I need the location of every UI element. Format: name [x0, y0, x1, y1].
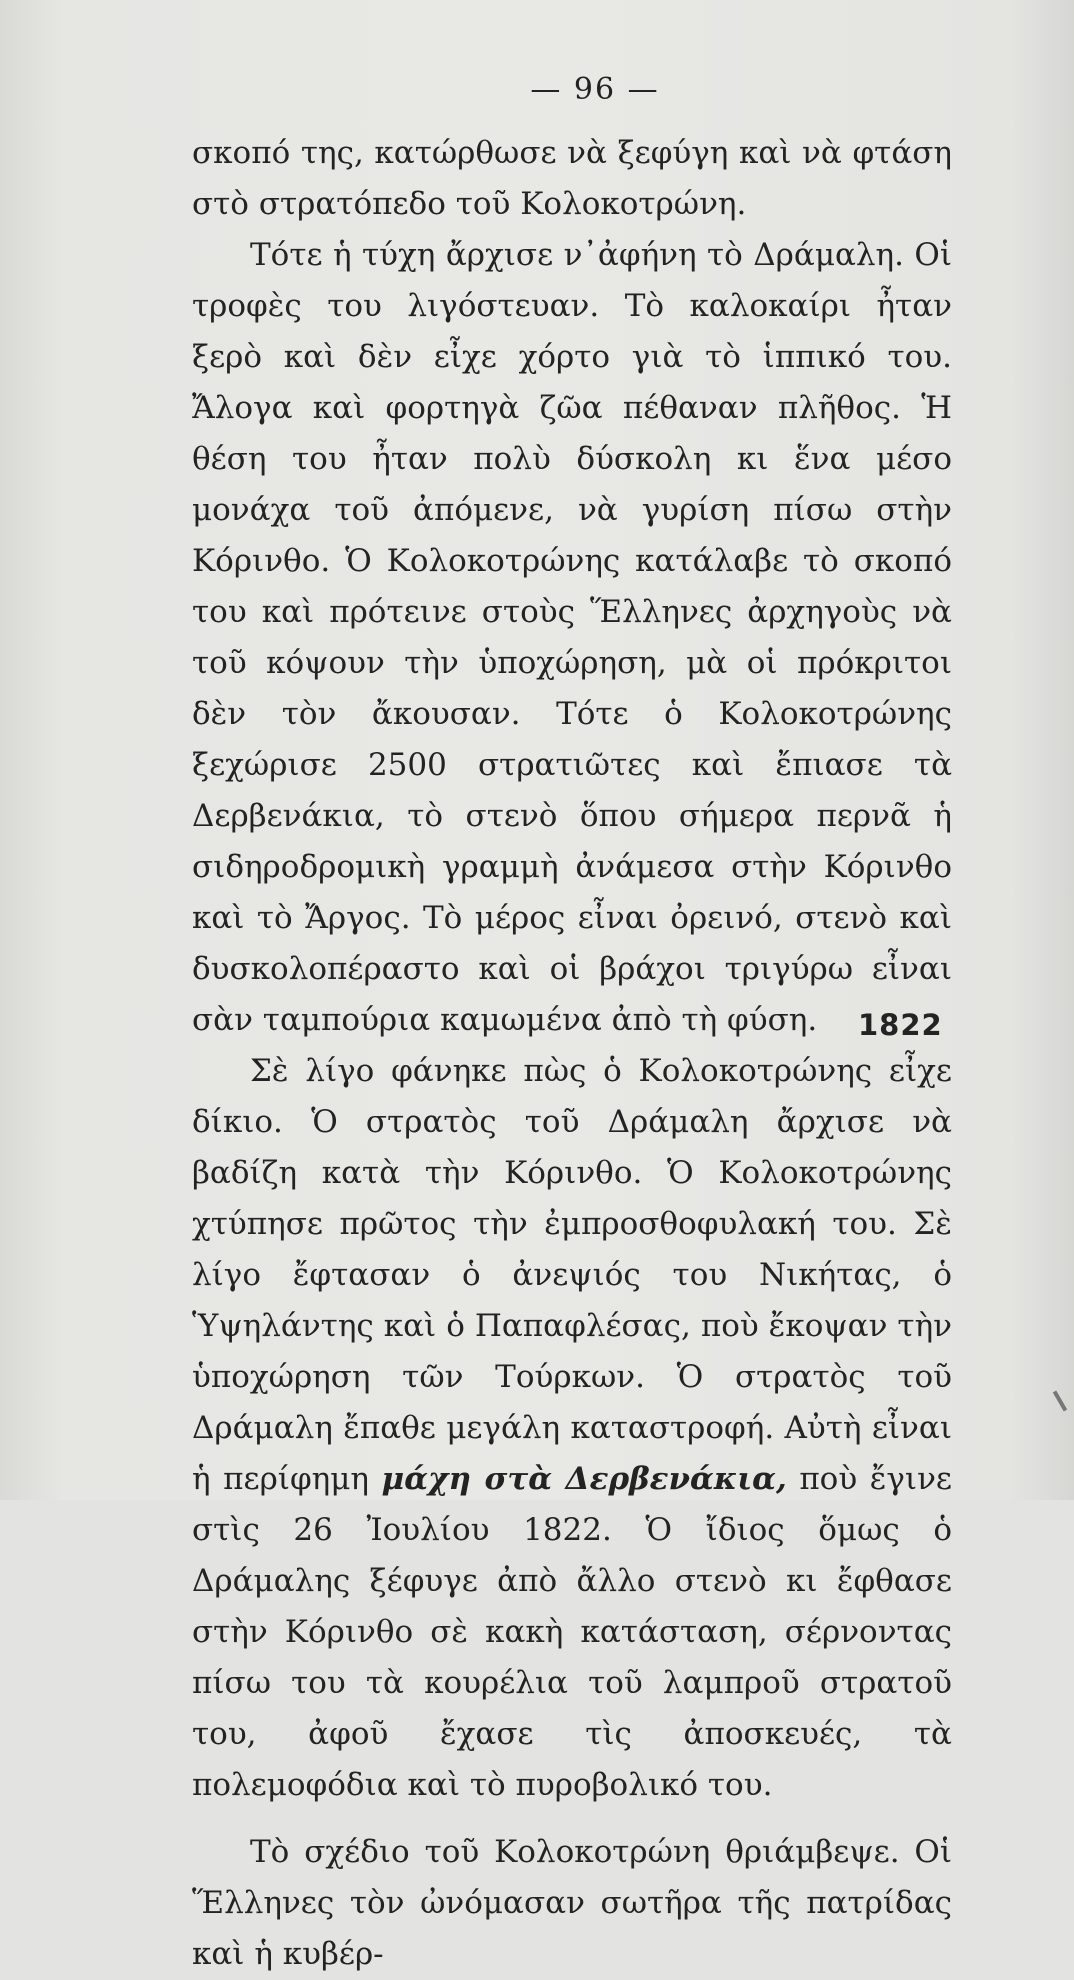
paragraph-2: Τότε ἡ τύχη ἄρχισε ν᾽ἀφήνη τὸ Δράμαλη. Οἱ τροφὲς του λιγόστευαν. Τὸ καλοκαίρι ἦταν ξερὸ καὶ δὲν εἶχε χόρτο γιὰ τὸ ἱππικό του. Ἄλογα καὶ φορτηγὰ ζῶα πέθαναν πλῆθος. Ἡ θέση του ἦταν πολὺ δύσκολη κι ἕνα μέσο μονάχα τοῦ ἀπόμενε, νὰ γυρίση πίσω στὴν Κόρινθο. Ὁ Κολοκοτρώνης κατάλαβε τὸ σκοπό του καὶ πρότεινε στοὺς Ἕλληνες ἀρχηγοὺς νὰ τοῦ κόψουν τὴν ὑποχώρηση, μὰ οἱ πρόκριτοι δὲν τὸν ἄκουσαν. Τότε ὁ Κολοκοτρώνης ξεχώρισε 2500 στρατιῶτες καὶ ἔπιασε τὰ Δερβενάκια, τὸ στενὸ ὅπου σήμερα περνᾶ ἡ σιδηροδρομικὴ γραμμὴ ἀνάμεσα στὴν Κόρινθο καὶ τὸ Ἄργος. Τὸ μέρος εἶναι ὀρεινό, στενὸ καὶ δυσκολοπέραστο καὶ οἱ βράχοι τριγύρω εἶναι σὰν ταμπούρια καμωμένα ἀπὸ τὴ φύση. [192, 237, 952, 1038]
margin-year-note: 1822 [858, 1008, 943, 1042]
battle-emphasis: μάχη στὰ Δερβενάκια, [381, 1461, 787, 1497]
paragraph-3-text-after: ποὺ ἔγινε στὶς 26 Ἰουλίου 1822. Ὁ ἴδιος ὅμως ὁ Δράμαλης ξέφυγε ἀπὸ ἄλλο στενὸ κι ἔφθασε στὴν Κόρινθο σὲ κακὴ κατάσταση, σέρνοντας πίσω του τὰ κουρέλια τοῦ λαμπροῦ στρατοῦ του, ἀφοῦ ἔχασε τὶς ἀποσκευές, τὰ πολεμοφόδια καὶ τὸ πυροβολικό του. [192, 1461, 952, 1803]
page-number: — 96 — [530, 72, 660, 107]
paragraph-3-text-before: Σὲ λίγο φάνηκε πὼς ὁ Κολοκοτρώνης εἶχε δίκιο. Ὁ στρατὸς τοῦ Δράμαλη ἄρχισε νὰ βαδίζη κατὰ τὴν Κόρινθο. Ὁ Κολοκοτρώνης χτύπησε πρῶτος τὴν ἐμπροσθοφυλακή του. Σὲ λίγο ἔφτασαν ὁ ἀνεψιός του Νικήτας, ὁ Ὑψηλάντης καὶ ὁ Παπαφλέσας, ποὺ ἔκοψαν τὴν ὑποχώρηση τῶν Τούρκων. Ὁ στρατὸς τοῦ Δράμαλη ἔπαθε μεγάλη καταστροφή. Αὐτὴ εἶναι ἡ περίφημη [192, 1053, 952, 1497]
paragraph-1: σκοπό της, κατώρθωσε νὰ ξεφύγη καὶ νὰ φτάση στὸ στρατόπεδο τοῦ Κολοκοτρώνη. [192, 135, 952, 222]
paragraph-4: Τὸ σχέδιο τοῦ Κολοκοτρώνη θριάμβεψε. Οἱ Ἕλληνες τὸν ὠνόμασαν σωτῆρα τῆς πατρίδας καὶ ἡ κυβέρ- [192, 1834, 952, 1972]
body-text [192, 128, 952, 1980]
binding-mark [1053, 1390, 1067, 1411]
paragraph-3 [192, 1046, 952, 1811]
